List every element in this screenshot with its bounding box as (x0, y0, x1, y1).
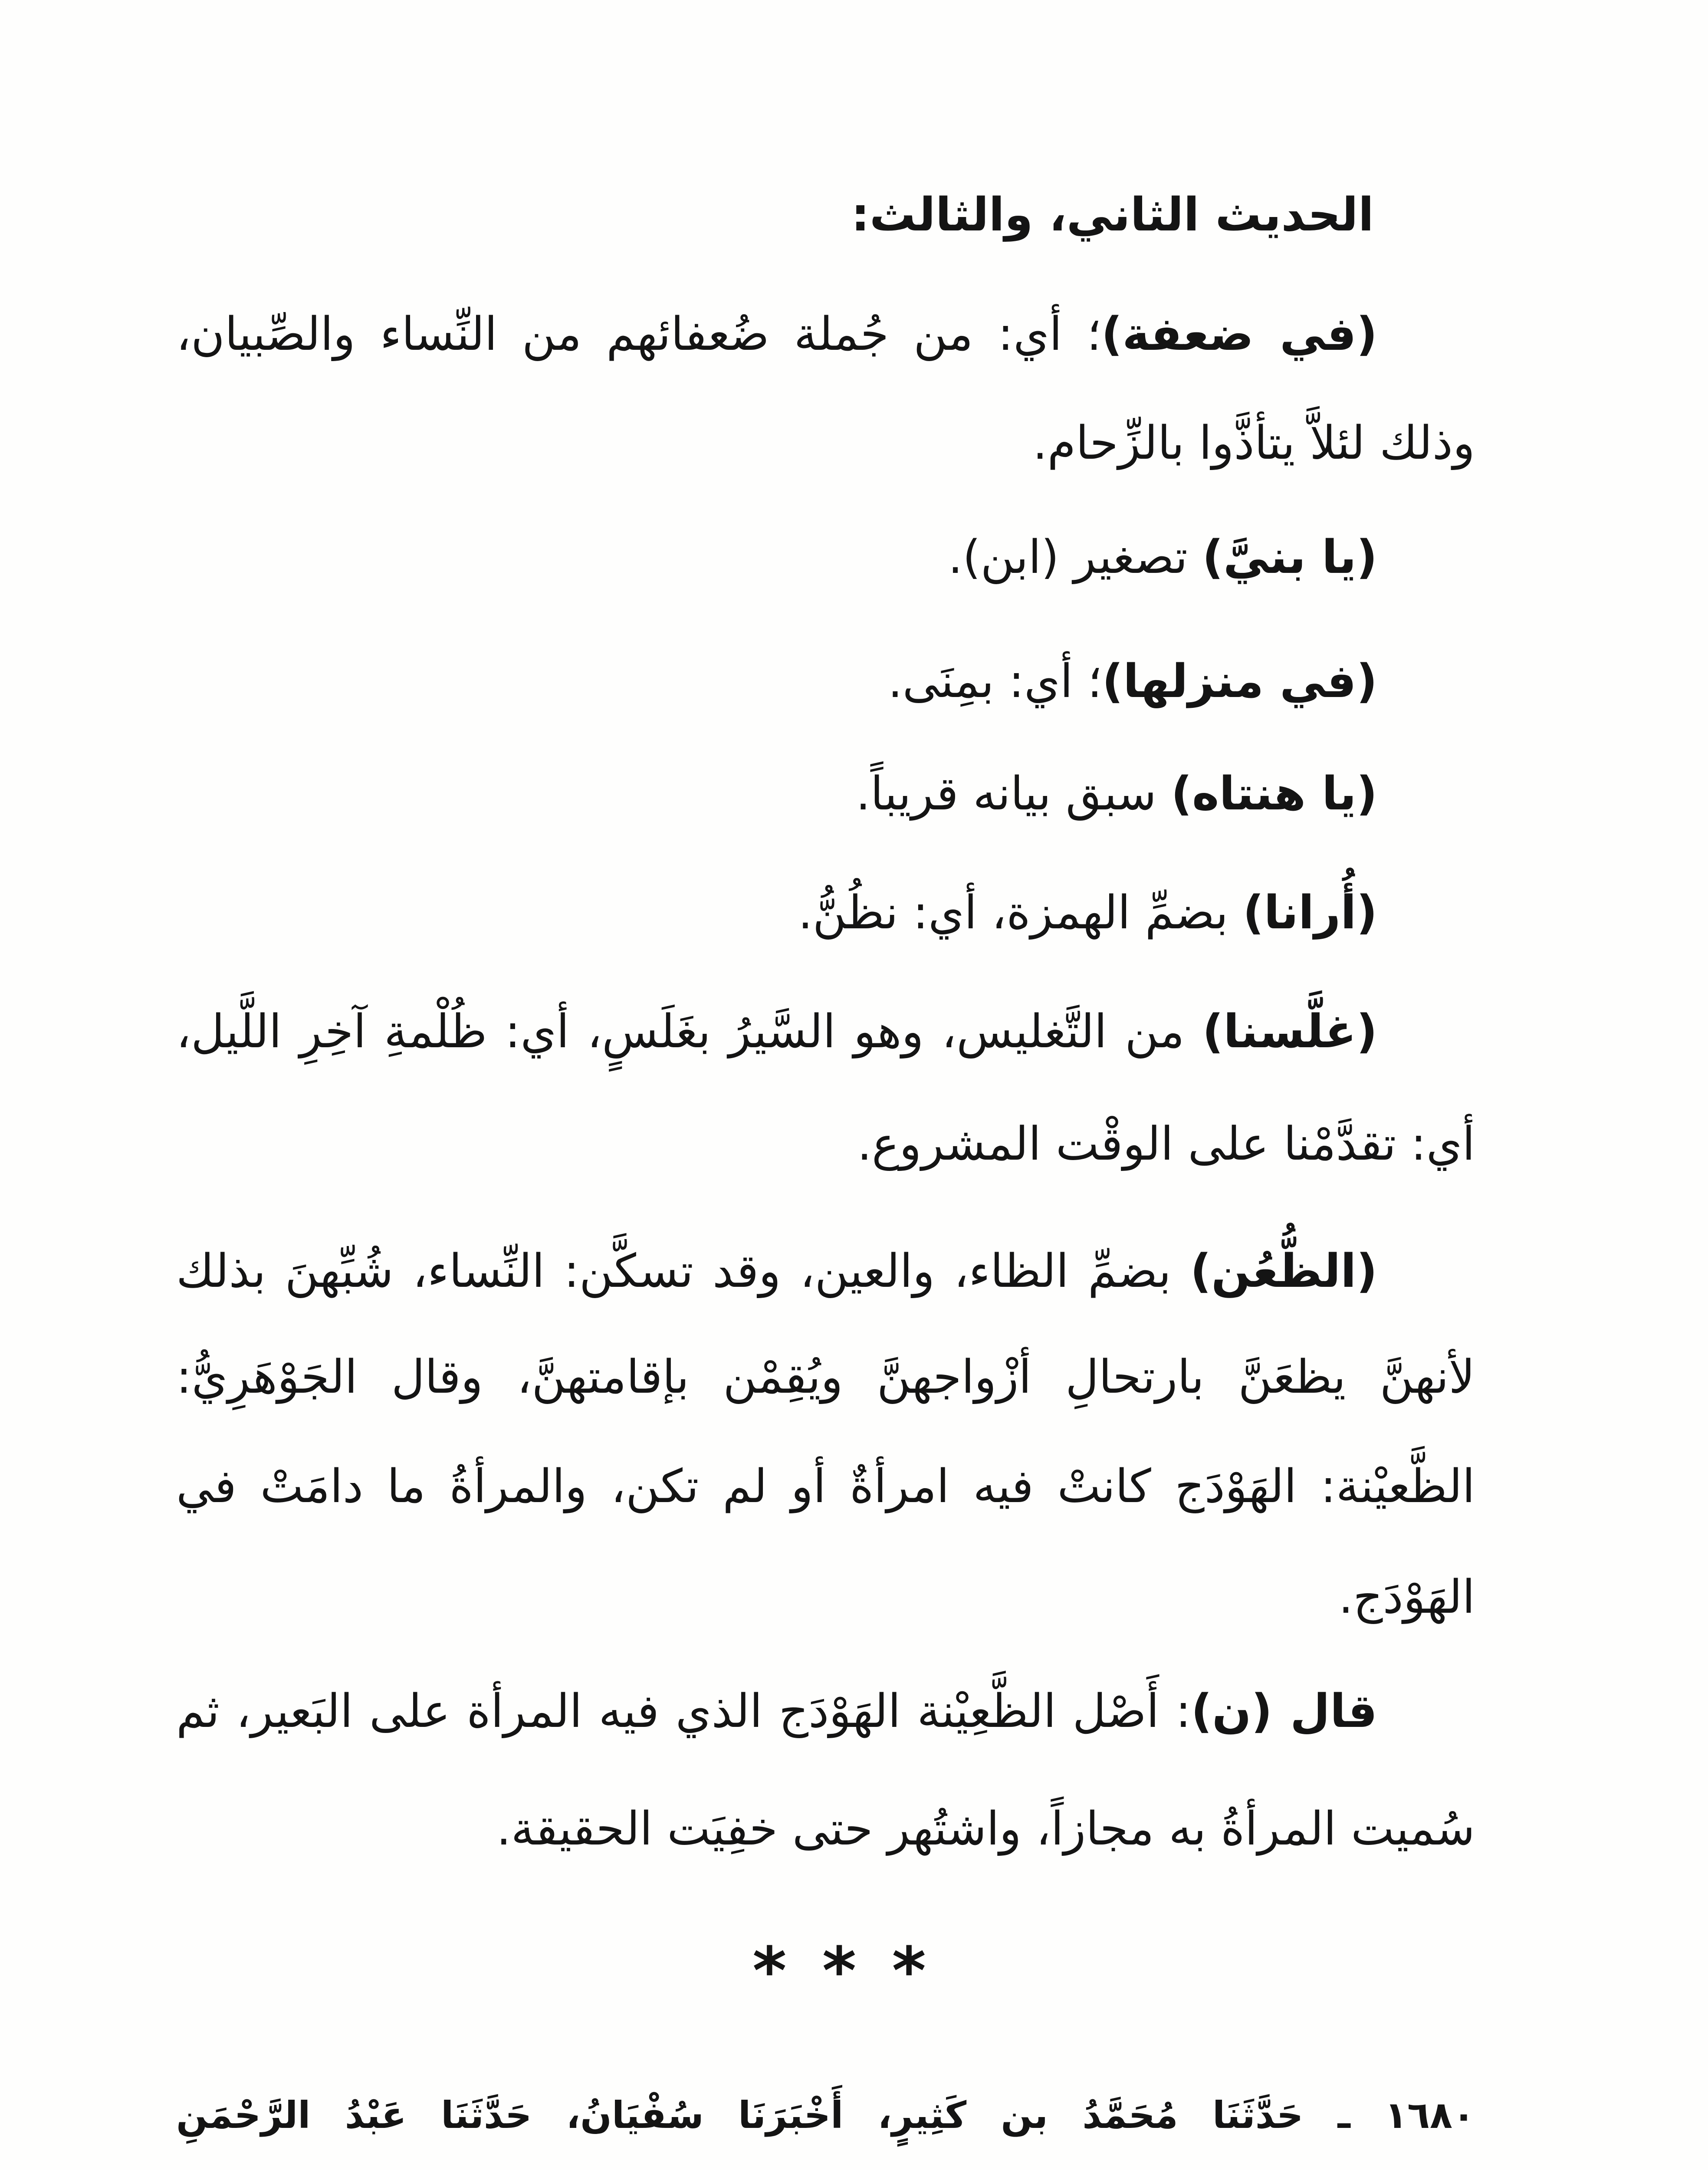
commentary-text: بضمِّ الهمزة، أي: نظُنُّ. (798, 886, 1243, 939)
commentary-term: (أُرانا) (1243, 886, 1377, 939)
commentary-term: (يا هنتاه) (1171, 767, 1377, 820)
commentary-text: من التَّغليس، وهو السَّيرُ بغَلَسٍ، أي: ظُلْمةِ آخِرِ اللَّيل، (176, 1005, 1202, 1058)
hadith-text: ١٦٨٠ ـ حَدَّثَنَا مُحَمَّدُ بن كَثِيرٍ، أَخْبَرَنَا سُفْيَانُ، حَدَّثَنَا عَبْدُ الرَّحْمَنِ (176, 2094, 1475, 2137)
commentary-text: أي: تقدَّمْنا على الوقْت المشروع. (857, 1117, 1475, 1170)
commentary-term: (غلَّسنا) (1202, 1005, 1377, 1058)
commentary-line (176, 993, 1377, 1071)
commentary-text: لأنهنَّ يظعَنَّ بارتحالِ أزْواجهنَّ ويُقِمْن بإقامتهنَّ، وقال الجَوْهَرِيُّ: (176, 1350, 1475, 1404)
commentary-text: وذلك لئلاَّ يتأذَّوا بالزِّحام. (1032, 416, 1475, 470)
section-heading (851, 176, 1374, 254)
commentary-line (857, 1105, 1475, 1183)
commentary-line (948, 518, 1377, 596)
commentary-line (856, 755, 1377, 833)
commentary-text: ؛ أي: من جُملة ضُعفائهم من النِّساء والصِّبيان، (176, 307, 1101, 361)
commentary-line (176, 1447, 1475, 1526)
section-heading-text: الحديث الثاني، والثالث: (851, 188, 1374, 241)
commentary-term: (في ضعفة) (1101, 307, 1377, 361)
commentary-line (888, 642, 1377, 720)
commentary-text: سبق بيانه قريباً. (856, 767, 1171, 820)
commentary-text: تصغير (ابن). (948, 530, 1202, 584)
commentary-line (798, 874, 1377, 952)
commentary-text: ؛ أي: بمِنَى. (888, 654, 1102, 708)
commentary-term: قال (ن) (1191, 1684, 1377, 1738)
commentary-term: (يا بنيَّ) (1202, 530, 1377, 584)
commentary-text: الهَوْدَج. (1338, 1570, 1475, 1624)
commentary-text: بضمِّ الظاء، والعين، وقد تسكَّن: النِّساء، شُبِّهنَ بذلك (176, 1244, 1190, 1298)
commentary-term: (الظُّعُن) (1190, 1244, 1377, 1298)
commentary-line (176, 1672, 1377, 1750)
commentary-text: سُميت المرأةُ به مجازاً، واشتُهر حتى خفِيَت الحقيقة. (496, 1802, 1475, 1855)
commentary-line (1033, 404, 1475, 482)
commentary-term: (في منزلها) (1102, 654, 1377, 708)
commentary-line (496, 1790, 1475, 1868)
commentary-text: الظَّعيْنة: الهَوْدَج كانتْ فيه امرأةٌ أو لم تكن، والمرأةُ ما دامَتْ في (176, 1460, 1475, 1513)
section-separator: * * * (752, 1933, 926, 2009)
commentary-line (176, 1338, 1475, 1416)
commentary-text: : أَصْل الظَّعِيْنة الهَوْدَج الذي فيه المرأة على البَعير، ثم (176, 1684, 1191, 1738)
commentary-line (1339, 1558, 1475, 1636)
commentary-line (176, 1232, 1377, 1310)
commentary-line (176, 295, 1377, 373)
hadith-line (176, 2077, 1475, 2155)
